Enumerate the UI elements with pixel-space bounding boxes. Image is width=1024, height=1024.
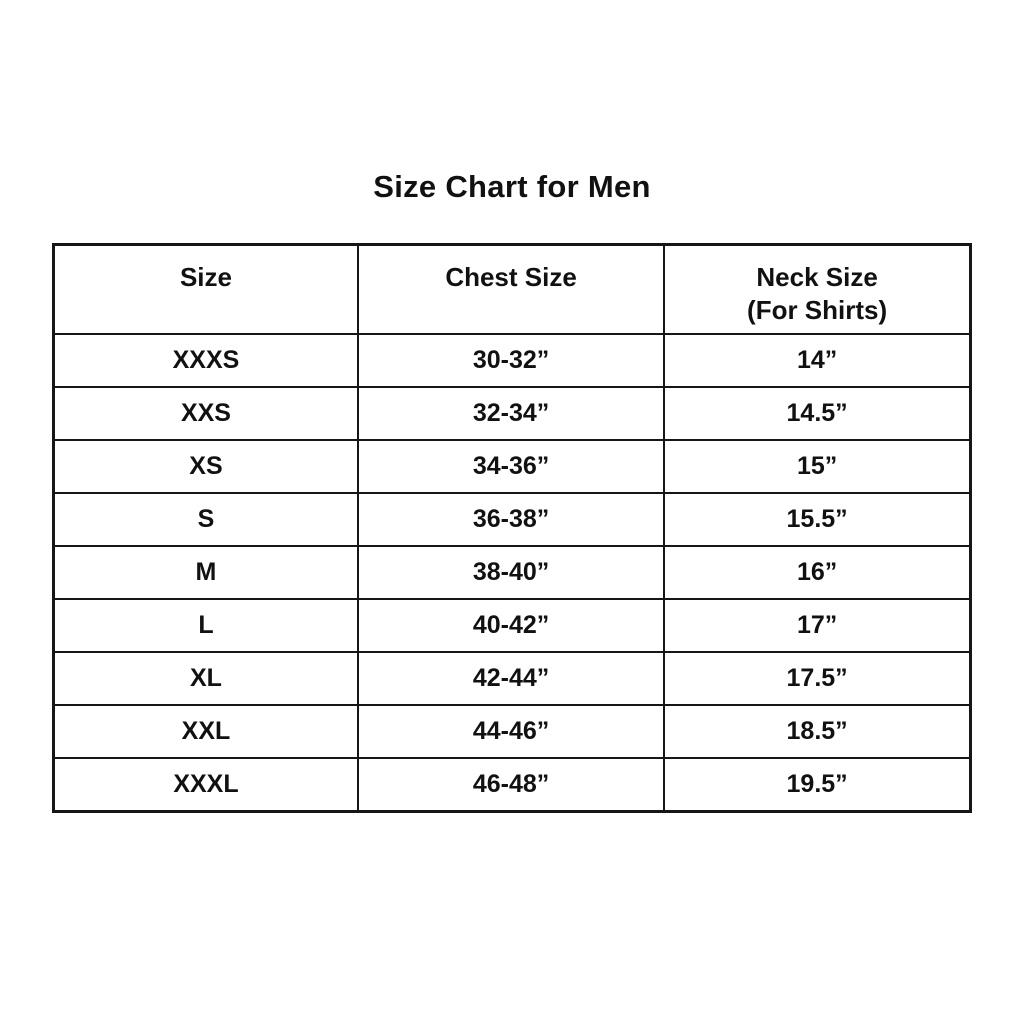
chest-size-cell: 46-48” <box>358 758 664 812</box>
table-row <box>54 652 971 705</box>
size-cell: XXXL <box>54 758 358 812</box>
table-row <box>54 758 971 812</box>
table-row <box>54 440 971 493</box>
neck-size-cell: 17.5” <box>664 652 970 705</box>
size-cell: XS <box>54 440 358 493</box>
column-header-neck-size-line1: Neck Size <box>756 262 878 292</box>
size-cell: L <box>54 599 358 652</box>
table-row <box>54 493 971 546</box>
table-row <box>54 599 971 652</box>
column-header-neck-size-line2: (For Shirts) <box>747 295 888 325</box>
page-title: Size Chart for Men <box>373 169 651 204</box>
size-cell: XXXS <box>54 334 358 387</box>
chest-size-cell: 34-36” <box>358 440 664 493</box>
chest-size-cell: 36-38” <box>358 493 664 546</box>
neck-size-cell: 15.5” <box>664 493 970 546</box>
neck-size-cell: 14” <box>664 334 970 387</box>
neck-size-cell: 18.5” <box>664 705 970 758</box>
chest-size-cell: 40-42” <box>358 599 664 652</box>
size-cell: S <box>54 493 358 546</box>
size-cell: XL <box>54 652 358 705</box>
chest-size-cell: 38-40” <box>358 546 664 599</box>
header-row <box>54 245 971 334</box>
column-header-size: Size <box>54 245 358 334</box>
table-row <box>54 705 971 758</box>
chest-size-cell: 30-32” <box>358 334 664 387</box>
neck-size-cell: 16” <box>664 546 970 599</box>
size-cell: XXL <box>54 705 358 758</box>
neck-size-cell: 17” <box>664 599 970 652</box>
chest-size-cell: 42-44” <box>358 652 664 705</box>
chest-size-cell: 44-46” <box>358 705 664 758</box>
size-chart-table <box>52 243 972 813</box>
neck-size-cell: 19.5” <box>664 758 970 812</box>
size-cell: XXS <box>54 387 358 440</box>
table-row <box>54 546 971 599</box>
chest-size-cell: 32-34” <box>358 387 664 440</box>
neck-size-cell: 14.5” <box>664 387 970 440</box>
size-cell: M <box>54 546 358 599</box>
column-header-chest-size: Chest Size <box>358 245 664 334</box>
table-row <box>54 387 971 440</box>
neck-size-cell: 15” <box>664 440 970 493</box>
column-header-neck-size <box>664 245 970 334</box>
table-row <box>54 334 971 387</box>
